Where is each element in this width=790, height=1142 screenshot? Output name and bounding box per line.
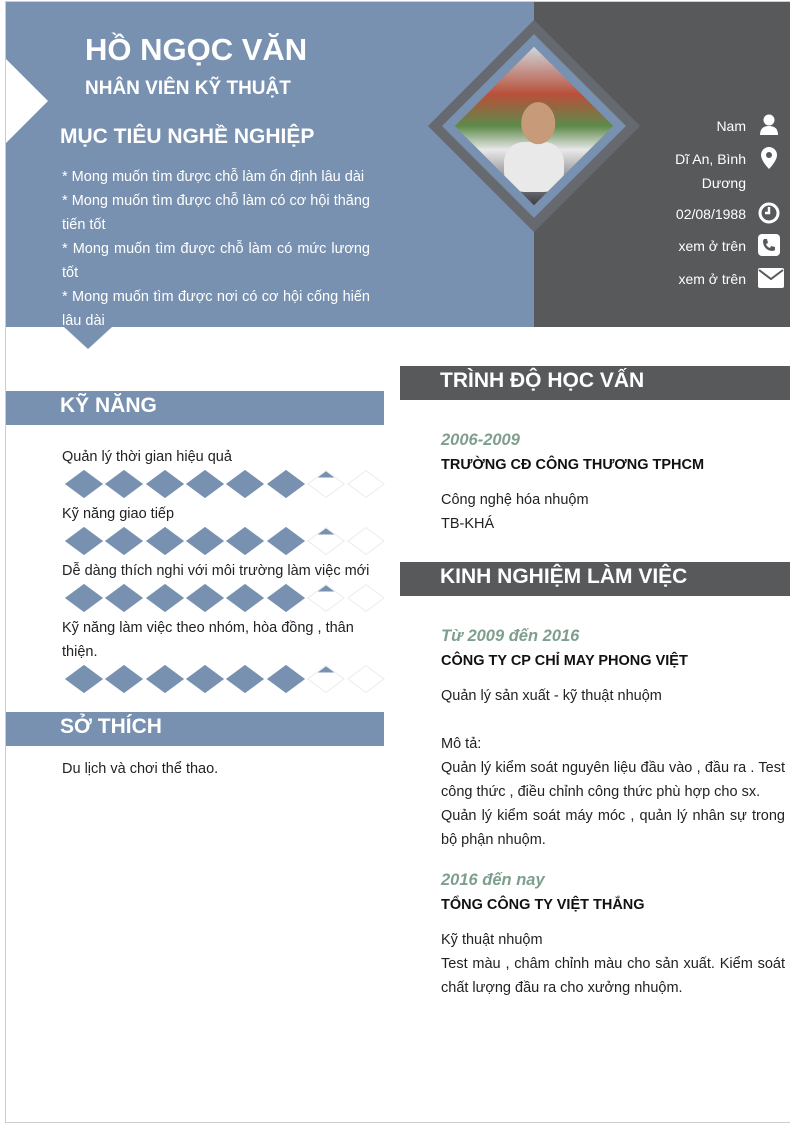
rating-diamond [186,470,224,498]
rating-diamond [105,665,143,693]
skill-label: Kỹ năng giao tiếp [62,506,175,522]
cv-page [5,1,790,1123]
education-heading: TRÌNH ĐỘ HỌC VẤN [400,366,790,400]
education-major: Công nghệ hóa nhuộm [441,492,589,508]
rating-diamond [347,470,385,498]
hobbies-text: Du lịch và chơi thể thao. [62,761,219,777]
phone-icon [758,234,780,256]
rating-diamond [307,584,345,612]
contact-text: Nam [716,118,746,134]
hobbies-heading: SỞ THÍCH [6,712,384,746]
contact-email [678,267,790,291]
objective-pointer [64,327,112,349]
rating-diamond [226,527,264,555]
rating-diamond [65,470,103,498]
clock-icon [758,202,780,224]
rating-diamond [266,470,304,498]
rating-diamond [146,584,184,612]
job-role: Kỹ thuật nhuộm [441,932,543,948]
rating-diamond [226,584,264,612]
contact-text: xem ở trên [678,238,746,254]
rating-diamond [65,584,103,612]
job-company: CÔNG TY CP CHỈ MAY PHONG VIỆT [441,653,688,669]
contact-text: xem ở trên [678,271,746,287]
rating-diamond [307,527,345,555]
job-desc-label: Mô tả: [441,736,482,752]
rating-diamond [186,584,224,612]
skill-label: Dễ dàng thích nghi với môi trường làm việc mới [62,563,370,579]
envelope-icon [758,267,784,289]
rating-diamond [105,584,143,612]
objective-heading: MỤC TIÊU NGHỀ NGHIỆP [60,125,315,148]
rating-diamond [347,665,385,693]
job-period: Từ 2009 đến 2016 [441,627,580,645]
contact-birthdate [676,202,790,226]
rating-diamond [146,527,184,555]
job-description: Quản lý kiểm soát nguyên liệu đầu vào , đầu ra . Test công thức , điều chỉnh công thức phù hợp cho sx. Quản lý kiểm soát máy móc , quản lý nhân sự trong bộ phận nhuộm. [441,760,785,848]
rating-diamond [266,527,304,555]
contact-address [666,147,790,195]
education-years: 2006-2009 [441,431,520,449]
rating-diamond [226,665,264,693]
skill-label: Quản lý thời gian hiệu quả [62,449,232,465]
job-period: 2016 đến nay [441,871,545,889]
experience-heading: KINH NGHIỆM LÀM VIỆC [400,562,790,596]
rating-diamond [186,665,224,693]
contact-text: 02/08/1988 [675,206,746,222]
rating-diamond [146,470,184,498]
job-company: TỔNG CÔNG TY VIỆT THẮNG [441,897,645,913]
rating-diamond [266,665,304,693]
rating-diamond [266,584,304,612]
rating-diamond [105,527,143,555]
job-role: Quản lý sản xuất - kỹ thuật nhuộm [441,688,662,704]
skill-label: Kỹ năng làm việc theo nhóm, hòa đồng , thân thiện. [62,620,354,660]
rating-diamond [307,665,345,693]
contact-text: Dĩ An, Bình Dương [675,151,746,191]
job-title: NHÂN VIÊN KỸ THUẬT [85,78,291,99]
rating-diamond [347,584,385,612]
user-icon [758,114,780,136]
rating-diamond [307,470,345,498]
map-pin-icon [758,147,780,169]
rating-diamond [65,665,103,693]
rating-diamond [65,527,103,555]
contact-gender [716,114,790,138]
education-school: TRƯỜNG CĐ CÔNG THƯƠNG TPHCM [441,457,705,473]
objective-text: * Mong muốn tìm được chỗ làm ổn định lâu dài * Mong muốn tìm được chỗ làm có cơ hội thăng tiến tốt * Mong muốn tìm được chỗ làm có mức lương tốt * Mong muốn tìm được nơi có cơ hội cống hiến lâu dài [62,169,370,327]
rating-diamond [226,470,264,498]
candidate-name: HỒ NGỌC VĂN [85,32,308,67]
rating-diamond [146,665,184,693]
decorative-notch [6,59,48,143]
rating-diamond [347,527,385,555]
job-description: Test màu , châm chỉnh màu cho sản xuất. Kiểm soát chất lượng đầu ra cho xưởng nhuộm. [441,956,785,996]
rating-diamond [105,470,143,498]
rating-diamond [186,527,224,555]
skills-heading: KỸ NĂNG [6,391,384,425]
education-grade: TB-KHÁ [441,516,495,532]
header-left-panel [6,2,534,327]
contact-phone [678,234,790,258]
